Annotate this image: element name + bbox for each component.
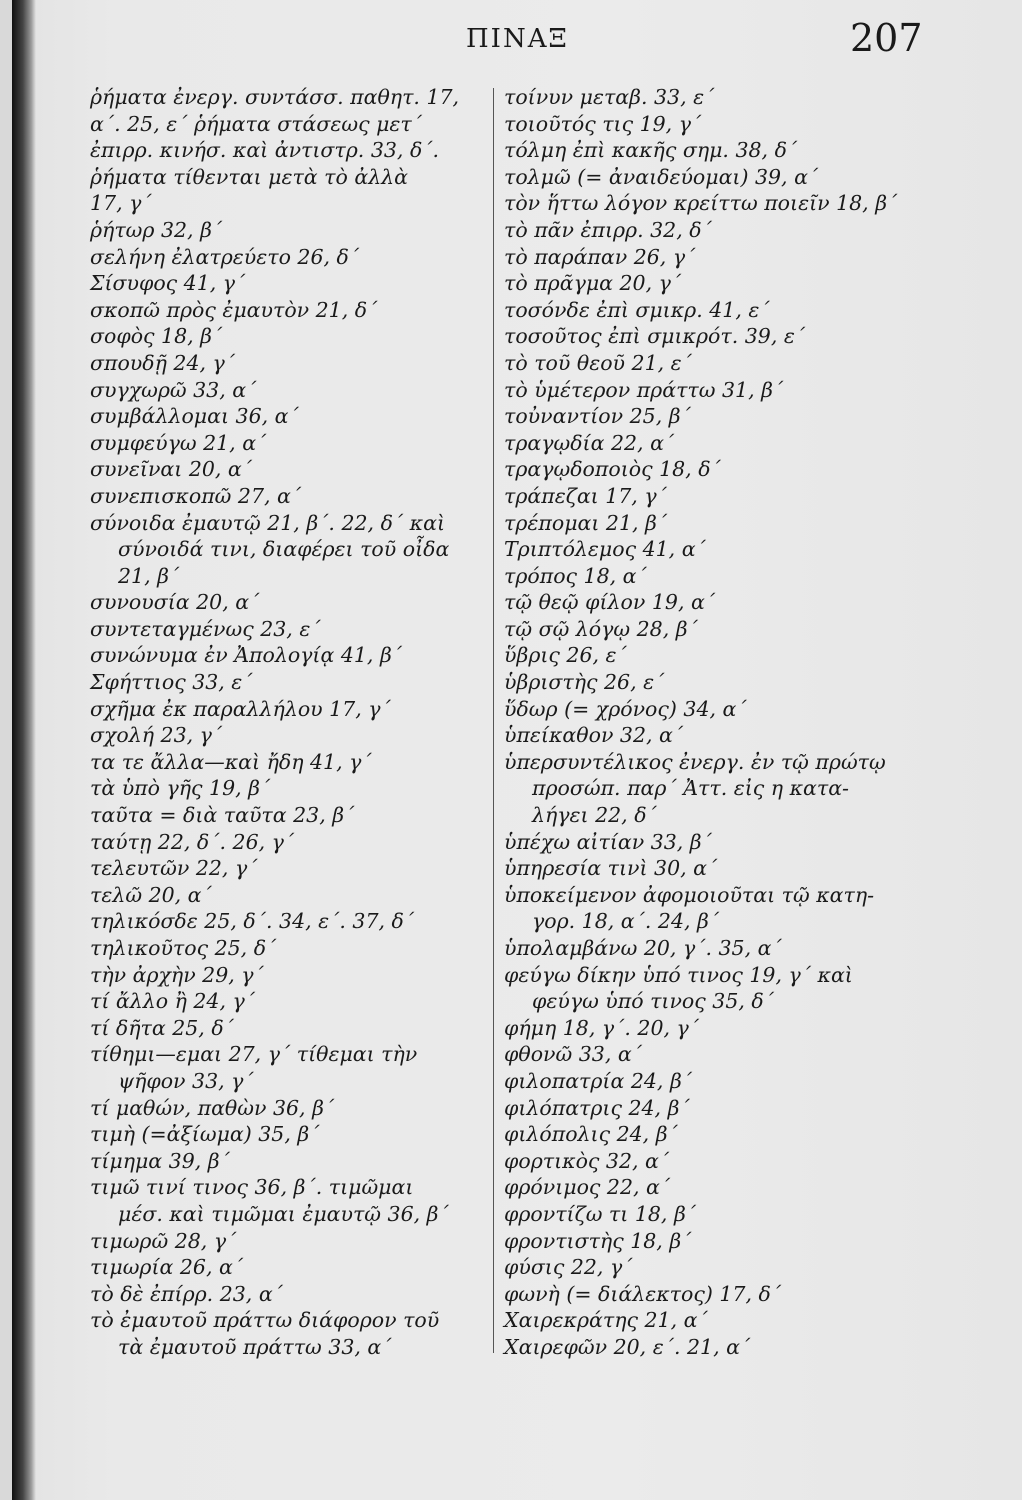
index-entry: ῥήματα τίθενται μετὰ τὸ ἀλλὰ [90,164,409,189]
index-entry: τῷ σῷ λόγῳ 28, β΄ [504,616,698,641]
index-entry: προσώπ. παρ΄ Ἀττ. εἰς η κατα- [532,776,849,801]
index-entry: συμβάλλομαι 36, α΄ [90,404,299,429]
index-entry: φεύγω ὑπό τινος 35, δ΄ [532,989,774,1014]
index-entry: τί δῆτα 25, δ΄ [90,1015,234,1040]
index-entry: ῥήτωρ 32, β΄ [90,217,223,242]
index-entry: σπουδῇ 24, γ΄ [90,350,236,375]
index-entry: συγχωρῶ 33, α΄ [90,377,257,402]
index-entry: τὰ ἐμαυτοῦ πράττω 33, α΄ [118,1334,392,1359]
index-entry: τὴν ἀρχὴν 29, γ΄ [90,962,264,987]
index-entry: τοσοῦτος ἐπὶ σμικρότ. 39, ε΄ [504,324,806,349]
index-entry: συνουσία 20, α΄ [90,590,260,615]
index-entry: συνεπισκοπῶ 27, α΄ [90,483,302,508]
index-entry: τρόπος 18, α΄ [504,563,647,588]
index-entry: τιμῶ τινί τινος 36, β΄. τιμῶμαι [90,1175,414,1200]
index-entry: φροντιστὴς 18, β΄ [504,1228,692,1253]
index-entry: τὸ ἐμαυτοῦ πράττω διάφορον τοῦ [90,1308,440,1333]
index-entry: Χαιρεφῶν 20, ε΄. 21, α΄ [504,1334,751,1359]
index-entry: τιμὴ (=ἀξίωμα) 35, β΄ [90,1122,320,1147]
index-entry: μέσ. καὶ τιμῶμαι ἐμαυτῷ 36, β΄ [118,1201,449,1226]
index-column-left [90,84,490,1361]
book-spine-shadow [12,0,36,1500]
index-entry: 21, β΄ [118,563,180,588]
index-entry: τὸ δὲ ἐπίρρ. 23, α΄ [90,1281,283,1306]
index-column-right [504,84,924,1361]
index-entry: τοσόνδε ἐπὶ σμικρ. 41, ε΄ [504,297,770,322]
index-entry: συμφεύγω 21, α΄ [90,430,267,455]
index-entry: ὑβριστὴς 26, ε΄ [504,670,665,695]
index-entry: σχῆμα ἐκ παραλλήλου 17, γ΄ [90,696,391,721]
index-entry: φύσις 22, γ΄ [504,1255,633,1280]
index-entry: ῥήματα ἐνεργ. συντάσσ. παθητ. 17, [90,85,460,109]
index-entry: φιλόπατρις 24, β΄ [504,1095,690,1120]
index-entry: τοιοῦτός τις 19, γ΄ [504,111,702,136]
page-number: 207 [850,16,923,60]
index-entry: ὑπερσυντέλικος ἐνεργ. ἐν τῷ πρώτῳ [504,749,886,774]
index-entry: ὑπηρεσία τινὶ 30, α΄ [504,856,718,881]
index-entry: Τριπτόλεμος 41, α΄ [504,537,706,562]
index-entry: τα τε ἄλλα—καὶ ἤδη 41, γ΄ [90,749,372,774]
index-entry: τηλικόσδε 25, δ΄. 34, ε΄. 37, δ΄ [90,909,415,934]
index-entry: ὑπείκαθον 32, α΄ [504,723,684,748]
index-entry: Σφήττιος 33, ε΄ [90,670,253,695]
index-entry: τοίνυν μεταβ. 33, ε΄ [504,85,715,109]
index-entry: τρέπομαι 21, β΄ [504,510,668,535]
index-entry: α΄. 25, ε΄ ῥήματα στάσεως μετ΄ [90,111,423,136]
column-divider [493,88,494,1353]
index-entry: ὑπέχω αἰτίαν 33, β΄ [504,829,712,854]
index-entry: γορ. 18, α΄. 24, β΄ [532,909,720,934]
index-entry: τραγῳδοποιὸς 18, δ΄ [504,457,721,482]
index-entry: τράπεζαι 17, γ΄ [504,483,667,508]
index-entry: τίμημα 39, β΄ [90,1148,230,1173]
index-entry: σελήνη ἐλατρεύετο 26, δ΄ [90,244,360,269]
book-page [12,0,1022,1500]
index-entry: τραγῳδία 22, α΄ [504,430,675,455]
index-entry: ὑπολαμβάνω 20, γ΄. 35, α΄ [504,936,782,960]
index-entry: συνεῖναι 20, α΄ [90,457,253,482]
index-entry: τὸν ἥττω λόγον κρείττω ποιεῖν 18, β΄ [504,191,898,216]
index-entry: σκοπῶ πρὸς ἐμαυτὸν 21, δ΄ [90,297,378,322]
index-entry: φορτικὸς 32, α΄ [504,1148,670,1173]
index-entry: τί ἄλλο ἢ 24, γ΄ [90,989,256,1014]
index-entry: σύνοιδά τινι, διαφέρει τοῦ οἶδα [118,537,450,562]
index-entry: ἐπιρρ. κινήσ. καὶ ἀντιστρ. 33, δ΄. [90,138,440,163]
index-entry: σχολή 23, γ΄ [90,723,223,748]
index-entry: τὸ τοῦ θεοῦ 21, ε΄ [504,350,692,375]
index-entry: ὕδωρ (= χρόνος) 34, α΄ [504,696,747,721]
index-entry: τί μαθών, παθὼν 36, β΄ [90,1095,335,1120]
index-entry: φροντίζω τι 18, β΄ [504,1201,697,1226]
index-entry: συντεταγμένως 23, ε΄ [90,616,321,641]
index-entry: τὸ πᾶν ἐπιρρ. 32, δ΄ [504,217,712,242]
index-entry: ὕβρις 26, ε΄ [504,643,627,668]
index-entry: φεύγω δίκην ὑπό τινος 19, γ΄ καὶ [504,962,853,987]
index-entry: τιμωρῶ 28, γ΄ [90,1228,237,1253]
index-entry: Χαιρεκράτης 21, α΄ [504,1308,708,1333]
index-entry: φιλοπατρία 24, β΄ [504,1068,693,1093]
index-entry: ταῦτα = διὰ ταῦτα 23, β΄ [90,803,355,828]
index-entry: συνώνυμα ἐν Ἀπολογίᾳ 41, β΄ [90,643,403,668]
index-entry: τιμωρία 26, α΄ [90,1255,244,1280]
index-entry: τίθημι—εμαι 27, γ΄ τίθεμαι τὴν [90,1042,418,1067]
index-entry: ταύτῃ 22, δ΄. 26, γ΄ [90,829,295,854]
index-entry: 17, γ΄ [90,191,152,216]
index-entry: τόλμη ἐπὶ κακῆς σημ. 38, δ΄ [504,138,798,163]
index-entry: τῷ θεῷ φίλον 19, α΄ [504,590,716,615]
index-entry: τὸ ὑμέτερον πράττω 31, β΄ [504,377,784,402]
index-entry: τὰ ὑπὸ γῆς 19, β΄ [90,776,271,801]
index-entry: λήγει 22, δ΄ [532,803,657,828]
index-entry: τοὐναντίον 25, β΄ [504,404,691,429]
index-entry: Σίσυφος 41, γ΄ [90,271,246,296]
index-entry: τελευτῶν 22, γ΄ [90,856,258,881]
index-entry: σοφὸς 18, β΄ [90,324,223,349]
index-entry: φθονῶ 33, α΄ [504,1042,642,1067]
index-entry: φιλόπολις 24, β΄ [504,1122,678,1147]
index-entry: ψῆφον 33, γ΄ [118,1068,254,1093]
index-entry: φωνὴ (= διάλεκτος) 17, δ΄ [504,1281,782,1306]
index-entry: φήμη 18, γ΄. 20, γ΄ [504,1015,700,1040]
index-entry: τολμῶ (= ἀναιδεύομαι) 39, α΄ [504,164,819,189]
index-entry: τὸ παράπαν 26, γ΄ [504,244,696,269]
index-entry: τὸ πρᾶγμα 20, γ΄ [504,271,682,296]
index-entry: σύνοιδα ἐμαυτῷ 21, β΄. 22, δ΄ καὶ [90,510,446,535]
index-entry: τηλικοῦτος 25, δ΄ [90,936,277,960]
index-entry: φρόνιμος 22, α΄ [504,1175,671,1200]
index-entry: τελῶ 20, α΄ [90,882,212,907]
index-entry: ὑποκείμενον ἀφομοιοῦται τῷ κατη- [504,882,875,907]
running-head: ΠΙΝΑΞ [466,24,569,54]
